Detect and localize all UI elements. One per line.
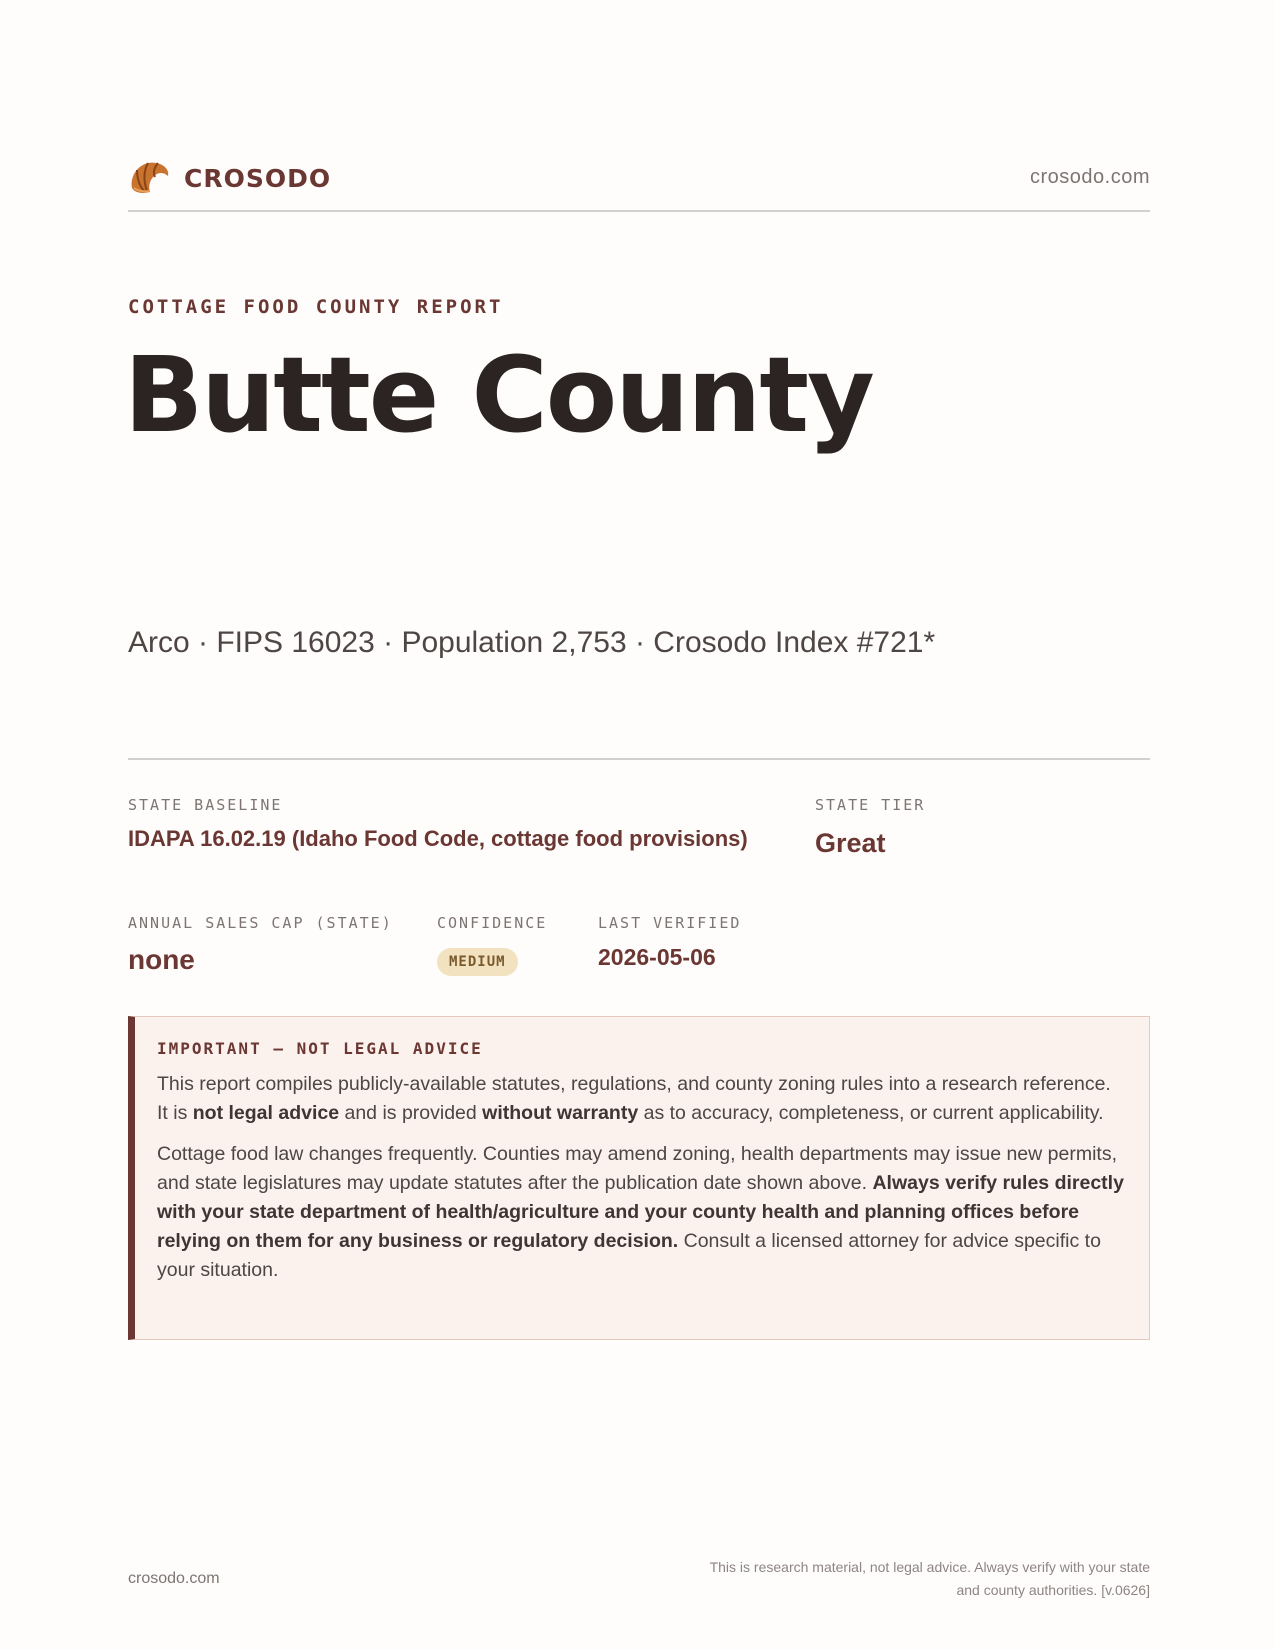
state-tier-field xyxy=(815,796,925,859)
site-link[interactable]: crosodo.com xyxy=(1030,166,1150,188)
sales-cap-field xyxy=(128,914,393,976)
page-header xyxy=(128,158,1150,212)
state-tier-value: Great xyxy=(815,828,886,858)
notice-paragraph-2 xyxy=(157,1140,1125,1285)
last-verified-label: LAST VERIFIED xyxy=(598,914,742,932)
notice-p1-emphasis-a: not legal advice xyxy=(192,1102,340,1124)
footer-site[interactable]: crosodo.com xyxy=(128,1570,220,1587)
state-baseline-field xyxy=(128,796,748,852)
notice-p2-emphasis: Always verify rules directly with your state department of health/agriculture and your county health and planning offices before relying on them for any business or regulatory decision. xyxy=(157,1172,1124,1252)
croissant-icon xyxy=(128,158,172,198)
footer-disclaimer xyxy=(630,1556,1150,1602)
last-verified-field xyxy=(598,914,741,971)
notice-p1-text-c: as to accuracy, completeness, or current applicability. xyxy=(638,1102,1104,1124)
state-tier-label: STATE TIER xyxy=(815,796,926,814)
legal-notice xyxy=(128,1016,1150,1340)
sales-cap-label: ANNUAL SALES CAP (STATE) xyxy=(128,914,393,932)
notice-paragraph-1 xyxy=(157,1070,1125,1128)
confidence-badge: MEDIUM xyxy=(437,948,518,976)
state-baseline-label: STATE BASELINE xyxy=(128,796,283,814)
report-eyebrow: COTTAGE FOOD COUNTY REPORT xyxy=(128,296,504,318)
notice-p1-text-a: This report compiles publicly-available statutes, regulations, and county zoning rules into a research reference. It is xyxy=(157,1073,1111,1124)
brand-name: CROSODO xyxy=(184,163,332,193)
county-meta-line: Arco · FIPS 16023 · Population 2,753 · Crosodo Index #721* xyxy=(128,626,936,659)
notice-p1-emphasis-b: without warranty xyxy=(482,1102,639,1124)
footer-disclaimer-line-1: This is research material, not legal advice. Always verify with your state xyxy=(709,1559,1150,1575)
notice-title: IMPORTANT — NOT LEGAL ADVICE xyxy=(157,1039,483,1058)
notice-p2-text-a: Cottage food law changes frequently. Counties may amend zoning, health departments may issue new permits, and state legislatures may update statutes after the publication date shown above. xyxy=(157,1143,1117,1194)
last-verified-value: 2026-05-06 xyxy=(598,944,716,970)
state-baseline-value: IDAPA 16.02.19 (Idaho Food Code, cottage food provisions) xyxy=(128,826,748,851)
page-title: Butte County xyxy=(124,334,873,456)
confidence-label: CONFIDENCE xyxy=(437,914,548,932)
confidence-field xyxy=(437,914,547,976)
section-divider xyxy=(128,758,1150,760)
notice-p2-text-b: Consult a licensed attorney for advice specific to your situation. xyxy=(157,1230,1101,1281)
brand[interactable] xyxy=(128,158,331,198)
sales-cap-value: none xyxy=(128,944,195,975)
footer-disclaimer-line-2: and county authorities. [v.0626] xyxy=(956,1582,1150,1598)
notice-p1-text-b: and is provided xyxy=(339,1102,483,1124)
